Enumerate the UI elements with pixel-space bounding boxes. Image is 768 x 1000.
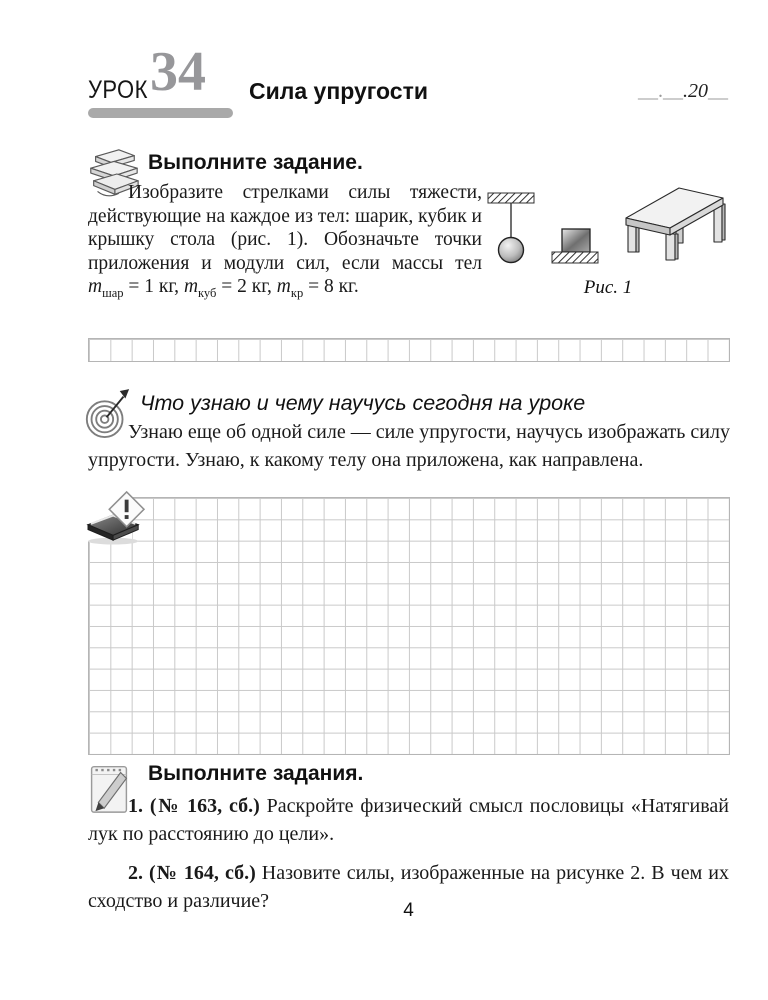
date-prefix: __.__ <box>638 80 683 102</box>
hanging-ball-figure <box>488 193 534 263</box>
task-item-1-label: 1. (№ 163, сб.) <box>128 795 260 817</box>
date-blank <box>580 80 728 103</box>
table-figure <box>626 188 725 260</box>
mass-symbol-lid: m <box>276 276 291 297</box>
lesson-number: 34 <box>150 41 206 103</box>
lesson-label: УРОК <box>88 76 148 104</box>
answer-grid <box>88 497 730 755</box>
learn-heading: Что узнаю и чему научусь сегодня на уроке <box>140 391 586 415</box>
page-title: Сила упругости <box>249 78 428 104</box>
mass-symbol-cube: m <box>183 276 199 297</box>
task1-text-start: Изобразите стрелками силы тяжести, действующие на каждое из тел: шарик, кубик и крышку стола (рис. 1). Обозначьте точки приложения и модули сил, если массы тел <box>88 182 482 274</box>
page-number: 4 <box>403 900 414 921</box>
important-note-icon <box>84 490 148 546</box>
learn-text: Узнаю еще об одной силе — силе упругости, научусь изображать силу упругости. Узнаю, к какому телу она приложена, как направлена. <box>88 421 730 471</box>
task-item-2-text: Назовите силы, изображенные на рисунке 2. В чем их сходство и различие? <box>88 862 729 912</box>
task1-heading: Выполните задание. <box>148 151 363 174</box>
task-item-1-text: Раскройте физический смысл пословицы «Натягивай лук по расстоянию до цели». <box>88 795 729 845</box>
mass-symbol-ball: m <box>88 276 103 297</box>
mass-sub-cube: куб <box>198 285 217 300</box>
figure-1 <box>480 185 736 273</box>
figure-caption: Рис. 1 <box>583 277 633 298</box>
date-year: .20 <box>683 80 708 102</box>
tasks-list <box>88 792 729 915</box>
task-item-2-label: 2. (№ 164, сб.) <box>128 862 256 884</box>
mass-sub-ball: шар <box>102 285 124 300</box>
task1-text <box>88 181 482 305</box>
answer-row-grid <box>88 338 730 362</box>
mass-eq-ball: = 1 кг, <box>123 276 184 297</box>
mass-eq-lid: = 8 кг. <box>303 276 359 297</box>
date-suffix: __ <box>708 80 728 102</box>
mass-sub-lid: кр <box>290 285 304 300</box>
lesson-underline-bar <box>88 108 233 118</box>
mass-eq-cube: = 2 кг, <box>216 276 277 297</box>
task-item-1 <box>88 792 729 848</box>
cube-figure <box>552 229 598 263</box>
tasks-heading: Выполните задания. <box>148 762 364 785</box>
